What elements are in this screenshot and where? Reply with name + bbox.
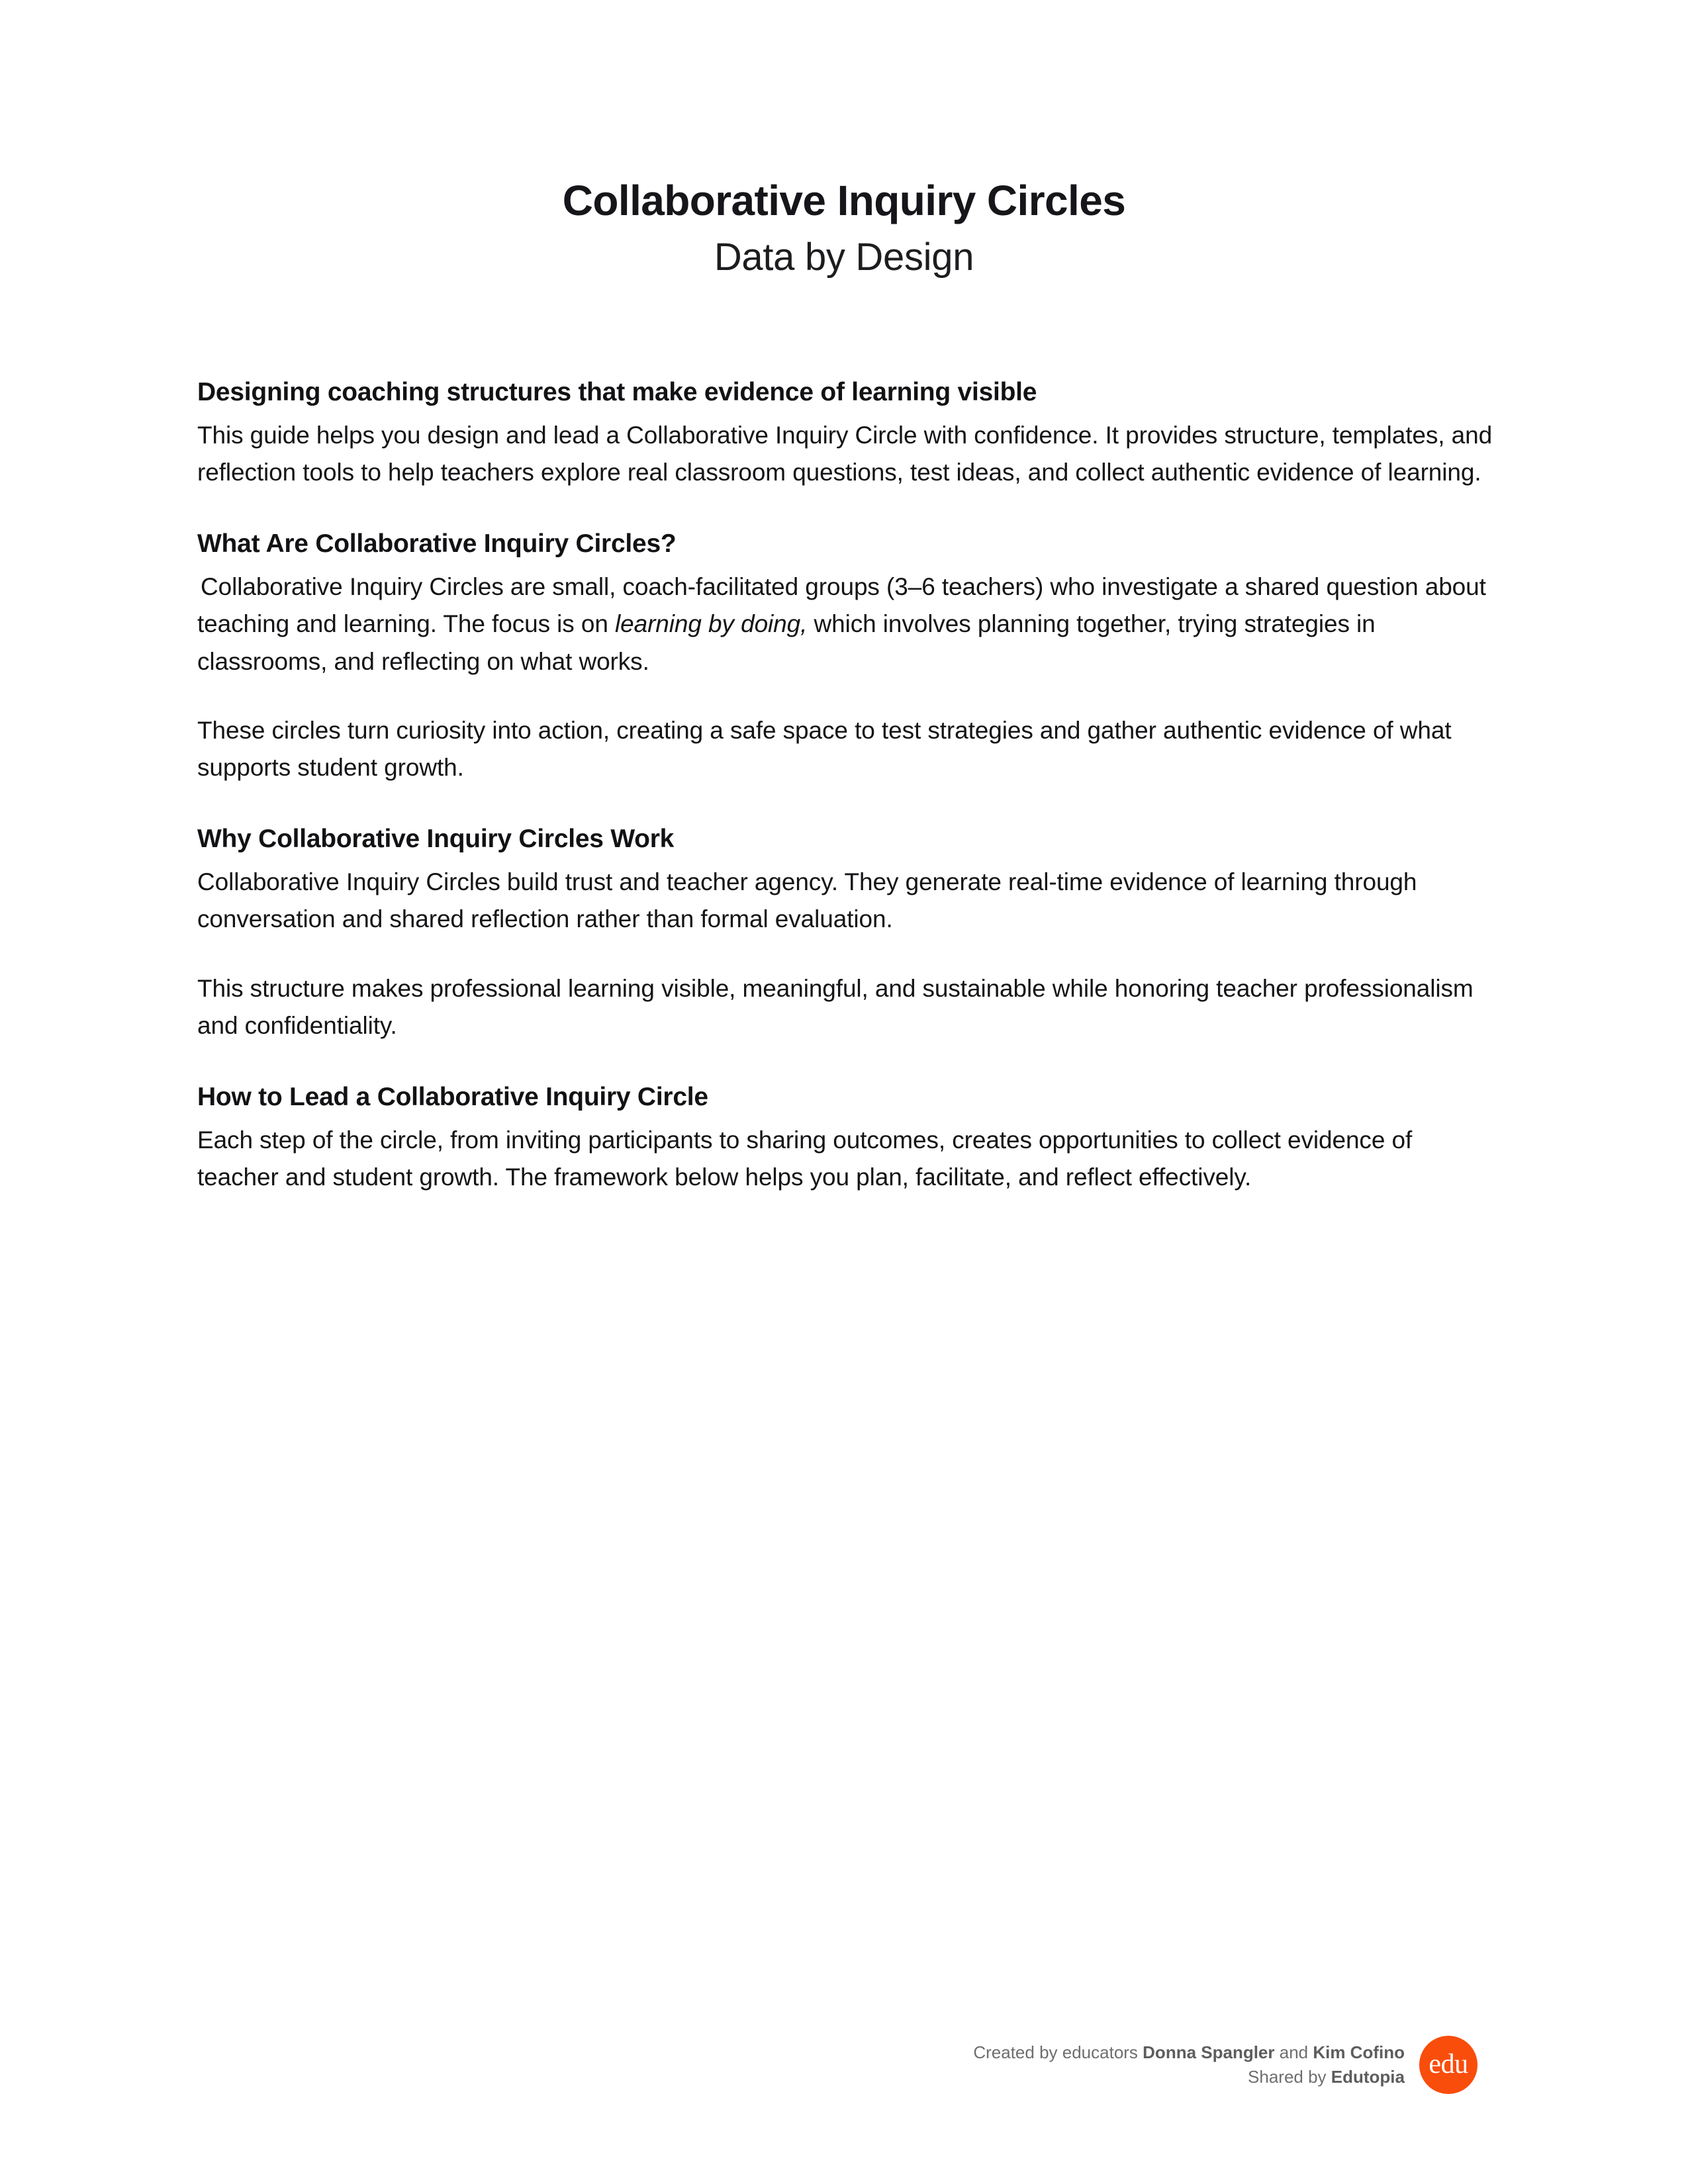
footer-line-created-by	[973, 2040, 1405, 2065]
footer-credits	[973, 2040, 1405, 2089]
section-paragraph: This guide helps you design and lead a Collaborative Inquiry Circle with confidence. It provides structure, templates, and reflection tools to help teachers explore real classroom questions, test ideas, and collect authentic evidence of learning.	[197, 422, 1493, 486]
section-how-to-lead-a-collaborative-inquiry-circle	[197, 1081, 1495, 1196]
section-paragraph: Collaborative Inquiry Circles build trust and teacher agency. They generate real-time evidence of learning through conversation and shared reflection rather than formal evaluation.	[197, 868, 1417, 933]
section-heading: What Are Collaborative Inquiry Circles?	[197, 529, 677, 559]
section-paragraph: These circles turn curiosity into action, creating a safe space to test strategies and gather authentic evidence of what supports student growth.	[197, 716, 1452, 782]
paragraph-lead-text: Collaborative Inquiry Circles are small, coach-facilitated groups (3–6 teachers) who investigate a shared question about teaching and learning. The focus is on	[197, 573, 1486, 638]
section-heading: How to Lead a Collaborative Inquiry Circle	[197, 1083, 708, 1112]
footer-brand-edutopia: Edutopia	[1331, 2067, 1405, 2087]
paragraph-tail-text: which involves planning together, trying strategies in classrooms, and reflecting on what works.	[197, 610, 1376, 675]
section-paragraph	[197, 569, 1495, 680]
footer-and-connector: and	[1274, 2042, 1313, 2063]
footer-author-donna-spangler: Donna Spangler	[1143, 2042, 1275, 2063]
footer-line-shared-by	[973, 2065, 1405, 2089]
title-block	[0, 0, 1688, 280]
section-paragraph: Each step of the circle, from inviting participants to sharing outcomes, creates opportunities to collect evidence of teacher and student growth. The framework below helps you plan, facilitate, and reflect effectively.	[197, 1126, 1413, 1191]
page-footer	[973, 2036, 1477, 2094]
section-what-are-collaborative-inquiry-circles	[197, 528, 1495, 786]
edutopia-logo-text: edu	[1429, 2049, 1468, 2079]
section-why-collaborative-inquiry-circles-work	[197, 823, 1495, 1044]
paragraph-emphasis-text: learning by doing,	[615, 610, 808, 638]
edutopia-logo-icon	[1419, 2036, 1477, 2094]
footer-shared-prefix: Shared by	[1248, 2067, 1331, 2087]
document-subtitle: Data by Design	[714, 235, 974, 279]
footer-created-prefix: Created by educators	[973, 2042, 1143, 2063]
document-title: Collaborative Inquiry Circles	[562, 177, 1126, 224]
footer-author-kim-cofino: Kim Cofino	[1313, 2042, 1405, 2063]
section-heading: Why Collaborative Inquiry Circles Work	[197, 825, 675, 854]
section-heading: Designing coaching structures that make evidence of learning visible	[197, 378, 1037, 407]
document-body	[197, 377, 1495, 1196]
section-designing-coaching-structures	[197, 377, 1495, 491]
section-paragraph: This structure makes professional learning visible, meaningful, and sustainable while honoring teacher professionalism and confidentiality.	[197, 974, 1474, 1039]
